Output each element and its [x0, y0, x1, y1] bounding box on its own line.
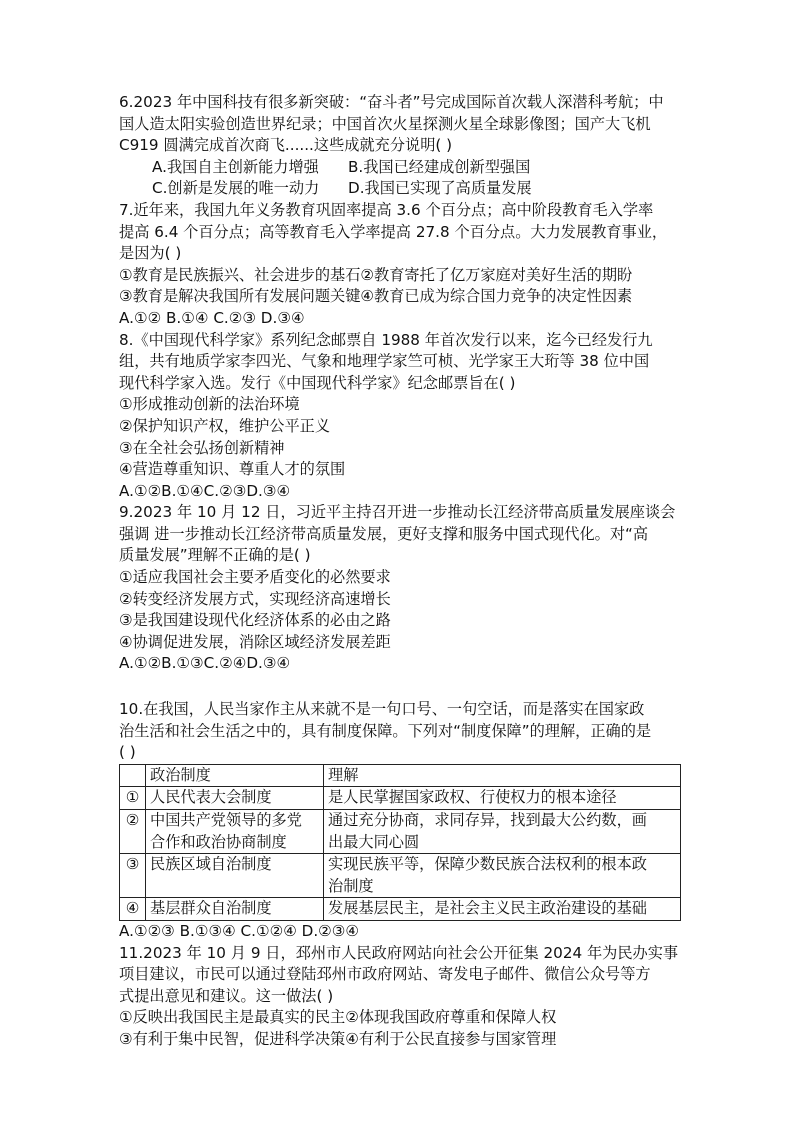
cell-line: 民族区域自治制度 — [150, 855, 272, 874]
q9-statement-4: ④协调促进发展，消除区域经济发展差距 — [119, 632, 391, 651]
cell-line: 出最大同心圆 — [328, 832, 420, 851]
cell-line: 发展基层民主，是社会主义民主政治建设的基础 — [328, 899, 647, 918]
q8-line-1: 8.《中国现代科学家》系列纪念邮票自 1988 年首次发行以来，迄今已经发行九 — [119, 330, 653, 349]
spacer — [119, 675, 684, 699]
q9-line-1: 9.2023 年 10 月 12 日，习近平主持召开进一步推动长江经济带高质量发展座谈会 — [119, 503, 676, 522]
cell-line: 人民代表大会制度 — [150, 788, 272, 807]
question-10 — [119, 699, 684, 943]
q6-line-1: 6.2023 年中国科技有很多新突破：“奋斗者”号完成国际首次载人深潜科考航；中 — [119, 93, 664, 111]
cell-line: 中国共产党领导的多党 — [150, 811, 302, 829]
q7-line-3: 是因为( ) — [119, 244, 182, 263]
q7-answer-options: A.①② B.①④ C.②③ D.③④ — [119, 308, 305, 327]
table-row — [120, 854, 681, 898]
q11-statements-1-2: ①反映出我国民主是最真实的民主②体现我国政府尊重和保障人权 — [119, 1008, 557, 1027]
q9-statement-1: ①适应我国社会主要矛盾变化的必然要求 — [119, 568, 391, 587]
q9-answer-options: A.①②B.①③C.②④D.③④ — [119, 654, 291, 673]
table-cell-mark: ③ — [120, 854, 146, 898]
q6-option-d: D.我国已实现了高质量发展 — [348, 179, 532, 198]
question-page — [119, 92, 684, 1051]
q11-statements-3-4: ③有利于集中民智，促进科学决策④有利于公民直接参与国家管理 — [119, 1029, 557, 1048]
q8-line-2: 组，共有地质学家李四光、气象和地理学家竺可桢、光学家王大珩等 38 位中国 — [119, 352, 650, 371]
table-cell-meaning — [324, 854, 681, 898]
q6-options-row-2 — [119, 178, 684, 200]
q11-line-2: 项目建议，市民可以通过登陆邳州市政府网站、寄发电子邮件、微信公众号等方 — [119, 965, 651, 984]
table-header-mark — [120, 764, 146, 787]
q8-line-3: 现代科学家入选。发行《中国现代科学家》纪念邮票旨在( ) — [119, 373, 516, 392]
table-cell-mark: ② — [120, 810, 146, 854]
question-7 — [119, 200, 684, 330]
table-cell-meaning — [324, 787, 681, 810]
table-cell-system — [146, 787, 324, 810]
q11-line-1: 11.2023 年 10 月 9 日，邳州市人民政府网站向社会公开征集 2024 年为民办实事 — [119, 943, 679, 962]
table-cell-system — [146, 810, 324, 854]
q8-statement-2: ②保护知识产权，维护公平正义 — [119, 416, 331, 435]
cell-line: 治制度 — [328, 876, 374, 895]
table-cell-system — [146, 854, 324, 898]
q7-line-2: 提高 6.4 个百分点；高等教育毛入学率提高 27.8 个百分点。大力发展教育事业， — [119, 222, 668, 241]
q6-line-3: C919 圆满完成首次商飞......这些成就充分说明( ) — [119, 136, 453, 155]
q7-statements-1-2: ①教育是民族振兴、社会进步的基石②教育寄托了亿万家庭对美好生活的期盼 — [119, 265, 633, 284]
question-11 — [119, 943, 684, 1051]
cell-line: 基层群众自治制度 — [150, 899, 272, 918]
q6-options-row-1 — [119, 157, 684, 179]
q8-statement-1: ①形成推动创新的法治环境 — [119, 395, 300, 414]
q10-answer-options: A.①②③ B.①③④ C.①②④ D.②③④ — [119, 921, 360, 940]
q8-statement-3: ③在全社会弘扬创新精神 — [119, 438, 285, 457]
policy-table — [119, 764, 681, 921]
table-cell-meaning — [324, 898, 681, 921]
q6-option-a: A.我国自主创新能力增强 — [152, 157, 319, 176]
q9-statement-2: ②转变经济发展方式，实现经济高速增长 — [119, 589, 391, 608]
table-header-meaning: 理解 — [324, 764, 681, 787]
cell-line: 合作和政治协商制度 — [150, 832, 287, 851]
cell-line: 是人民掌握国家政权、行使权力的根本途径 — [328, 788, 617, 807]
question-8 — [119, 330, 684, 503]
q10-line-2: 治生活和社会生活之中的，具有制度保障。下列对“制度保障”的理解，正确的是 — [119, 721, 652, 740]
q6-option-c: C.创新是发展的唯一动力 — [152, 179, 320, 198]
table-header-system: 政治制度 — [146, 764, 324, 787]
q10-line-3: ( ) — [119, 743, 136, 762]
q7-statements-3-4: ③教育是解决我国所有发展问题关键④教育已成为综合国力竞争的决定性因素 — [119, 287, 633, 306]
q7-line-1: 7.近年来，我国九年义务教育巩固率提高 3.6 个百分点；高中阶段教育毛入学率 — [119, 200, 654, 219]
cell-line: 通过充分协商，求同存异，找到最大公约数，画 — [328, 811, 647, 829]
table-cell-meaning — [324, 810, 681, 854]
q9-line-2: 强调 进一步推动长江经济带高质量发展，更好支撑和服务中国式现代化。对“高 — [119, 524, 649, 543]
q11-line-3: 式提出意见和建议。这一做法( ) — [119, 986, 334, 1005]
table-row — [120, 810, 681, 854]
table-row — [120, 898, 681, 921]
table-cell-mark: ① — [120, 787, 146, 810]
q9-line-3: 质量发展”理解不正确的是( ) — [119, 546, 311, 565]
q6-line-2: 国人造太阳实验创造世界纪录；中国首次火星探测火星全球影像图；国产大飞机 — [119, 114, 651, 133]
table-cell-mark: ④ — [120, 898, 146, 921]
q6-option-b: B.我国已经建成创新型强国 — [348, 157, 531, 176]
table-cell-system — [146, 898, 324, 921]
question-6 — [119, 92, 684, 200]
question-9 — [119, 502, 684, 675]
q10-line-1: 10.在我国，人民当家作主从来就不是一句口号、一句空话，而是落实在国家政 — [119, 700, 645, 719]
q8-answer-options: A.①②B.①④C.②③D.③④ — [119, 481, 291, 500]
table-header-row — [120, 764, 681, 787]
q9-statement-3: ③是我国建设现代化经济体系的必由之路 — [119, 611, 391, 630]
table-row — [120, 787, 681, 810]
cell-line: 实现民族平等，保障少数民族合法权利的根本政 — [328, 855, 647, 874]
q8-statement-4: ④营造尊重知识、尊重人才的氛围 — [119, 460, 346, 479]
